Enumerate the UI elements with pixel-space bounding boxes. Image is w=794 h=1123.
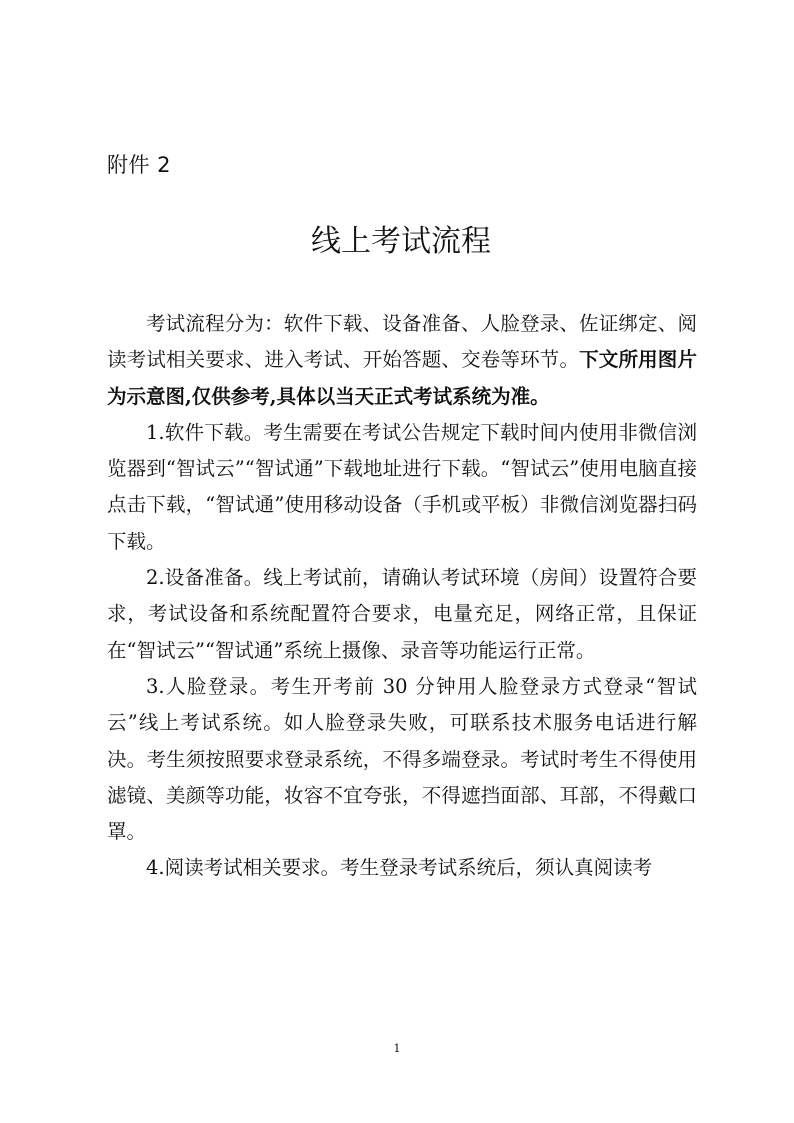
paragraph-text: 考试流程分为：软件下载、设备准备、人脸登录、佐证绑定、阅读考试相关要求、进入考试、开始答题、交卷等环节。: [107, 312, 697, 372]
document-body: [107, 306, 697, 887]
paragraph-read-requirements: 4.阅读考试相关要求。考生登录考试系统后，须认真阅读考: [146, 856, 653, 880]
paragraph-bold-note: 下文所用图片为示意图,仅供参考,具体以当天正式考试系统为准。: [107, 348, 697, 408]
paragraph-face-login: 3.人脸登录。考生开考前 30 分钟用人脸登录方式登录“智试云”线上考试系统。如人脸登录失败，可联系技术服务电话进行解决。考生须按照要求登录系统，不得多端登录。考试时考生不得使用滤镜、美颜等功能，妆容不宜夸张，不得遮挡面部、耳部，不得戴口罩。: [107, 674, 697, 844]
page-title: 线上考试流程: [311, 224, 491, 259]
paragraph-software-download: 1.软件下载。考生需要在考试公告规定下载时间内使用非微信浏览器到“智试云”“智试通”下载地址进行下载。“智试云”使用电脑直接点击下载，“智试通”使用移动设备（手机或平板）非微信浏览器扫码下载。: [107, 420, 697, 553]
page-number: 1: [393, 1042, 401, 1055]
paragraph-device-preparation: 2.设备准备。线上考试前，请确认考试环境（房间）设置符合要求，考试设备和系统配置符合要求，电量充足，网络正常，且保证在“智试云”“智试通”系统上摄像、录音等功能运行正常。: [107, 566, 697, 662]
paragraph-intro: [107, 306, 697, 415]
attachment-label: 附件 2: [107, 153, 172, 177]
